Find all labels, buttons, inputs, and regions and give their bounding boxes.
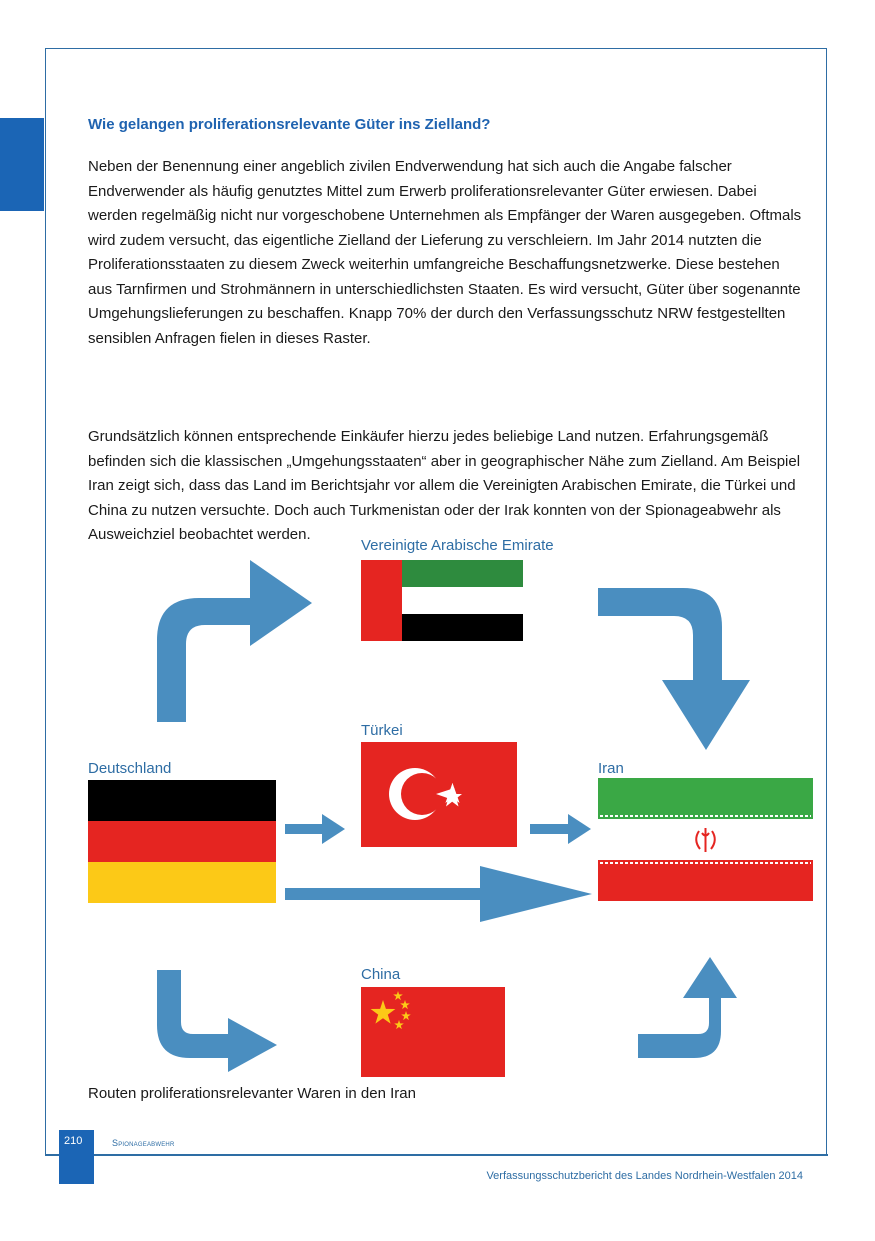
figure-caption: Routen proliferationsrelevanter Waren in den Iran [88, 1085, 416, 1102]
flag-germany [88, 780, 276, 903]
label-iran: Iran [598, 760, 624, 777]
flag-iran [598, 778, 813, 901]
arrow-germany-to-uae [157, 560, 312, 722]
arrow-china-to-iran [638, 957, 737, 1058]
label-uae: Vereinigte Arabische Emirate [361, 537, 554, 554]
flag-china [361, 987, 505, 1077]
flag-turkey [361, 742, 517, 847]
arrow-germany-to-china [157, 970, 277, 1072]
section-name: Spionageabwehr [112, 1138, 175, 1148]
label-china: China [361, 966, 401, 983]
arrow-uae-to-iran [598, 588, 750, 750]
arrow-germany-to-turkey [285, 814, 345, 844]
page-number: 210 [59, 1130, 94, 1184]
label-germany: Deutschland [88, 760, 172, 777]
arrow-turkey-to-iran [530, 814, 591, 844]
arrow-germany-to-iran [285, 866, 592, 922]
flag-uae [361, 560, 523, 641]
section-heading: Wie gelangen proliferationsrelevante Güter ins Zielland? [88, 116, 491, 133]
paragraph-2: Grundsätzlich können entsprechende Einkäufer hierzu jedes beliebige Land nutzen. Erfahrungsgemäß befinden sich die klassischen „Umgehungsstaaten“ aber in geographischer Nähe zum Zielland. Am Beispiel Iran zeigt sich, dass das Land im Berichtsjahr vor allem die Vereinigten Arabischen Emirate, die Türkei und China zu nutzen versuchte. Doch auch Turkmenistan oder der Irak konnten von der Spionageabwehr als Ausweichziel beobachtet werden. [88, 428, 801, 543]
label-turkey: Türkei [361, 722, 403, 739]
paragraph-1: Neben der Benennung einer angeblich zivilen Endverwendung hat sich auch die Angabe falscher Endverwender als häufig genutztes Mittel zum Erwerb proliferationsrelevanter Güter erwiesen. Dabei werden regelmäßig nicht nur vorgeschobene Unternehmen als Empfänger der Waren ausgegeben. Oftmals wird zudem versucht, das eigentliche Zielland der Lieferung zu verschleiern. Im Jahr 2014 nutzten die Proliferationsstaaten zu diesem Zweck weiterhin umfangreiche Beschaffungsnetzwerke. Diese bestehen aus Tarnfirmen und Strohmännern in unterschiedlichsten Staaten. Es wird versucht, Güter über sogenannte Umgehungslieferungen zu beschaffen. Knapp 70% der durch den Verfassungsschutz NRW festgestellten sensiblen Anfragen fielen in dieses Raster. [88, 158, 802, 347]
footer-text: Verfassungsschutzbericht des Landes Nordrhein-Westfalen 2014 [486, 1170, 803, 1182]
